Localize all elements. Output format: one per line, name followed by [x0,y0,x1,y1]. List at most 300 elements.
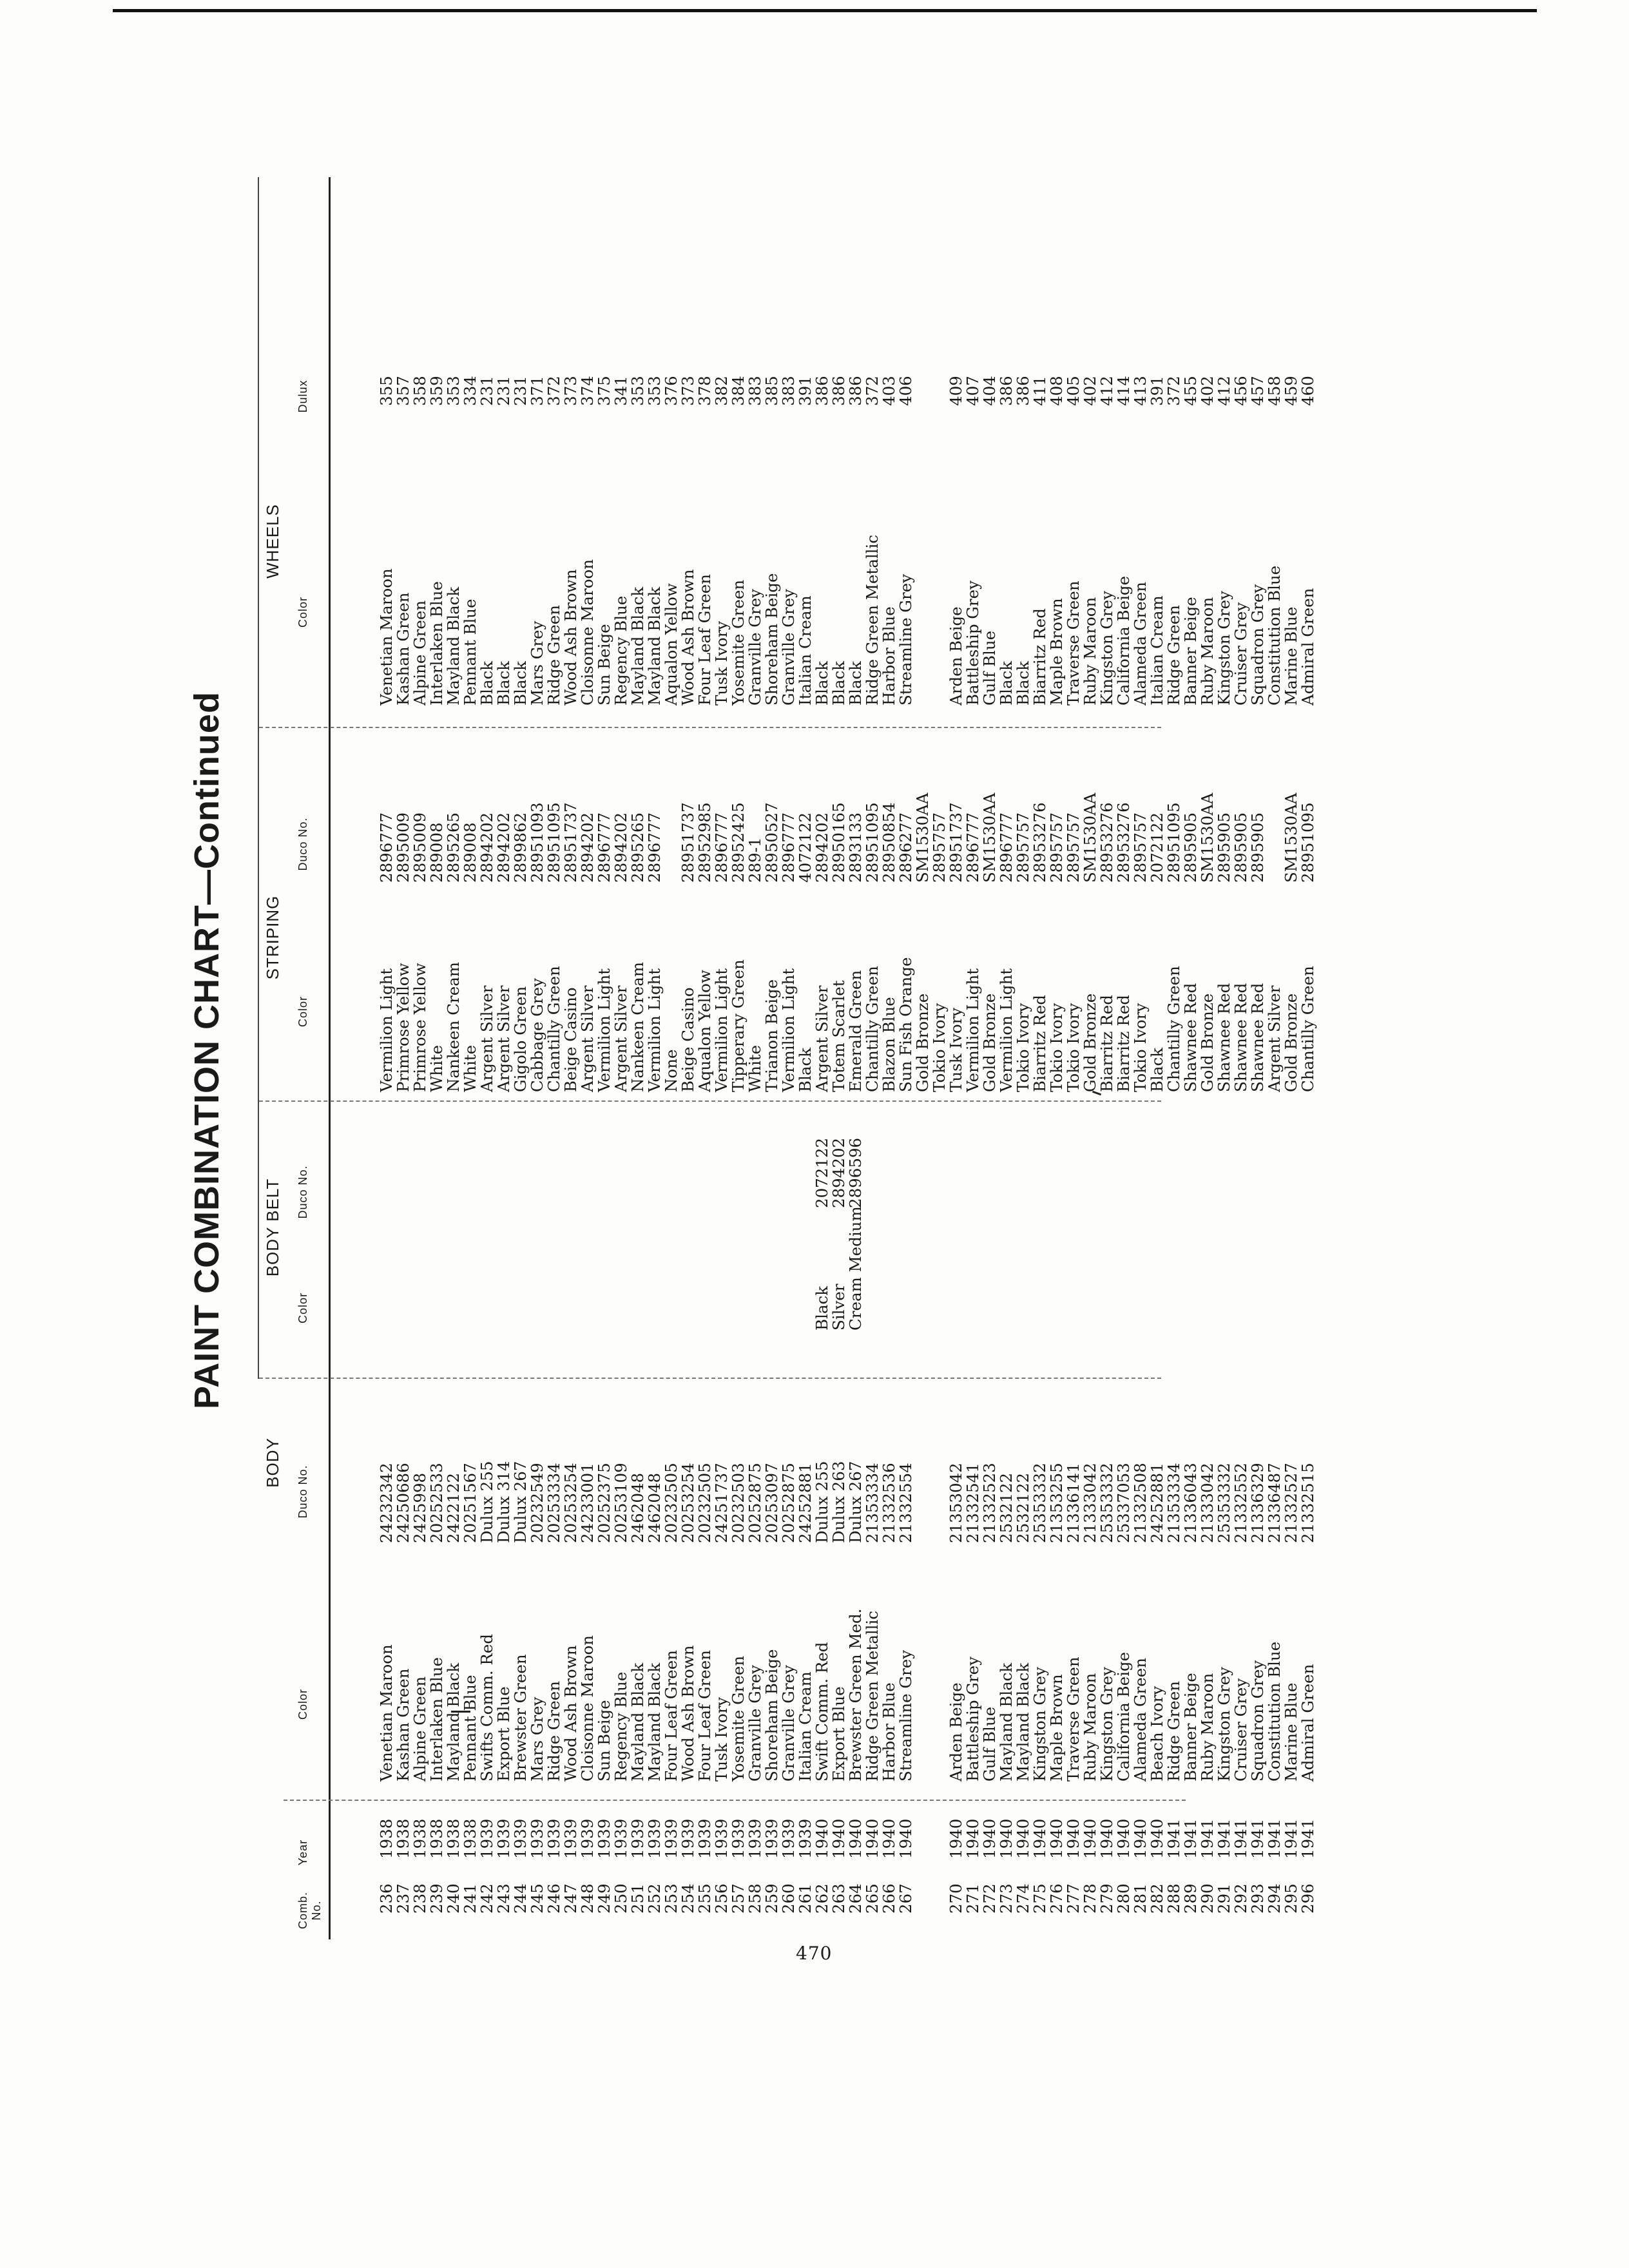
table-cell: 21353255 [1047,1463,1066,1543]
table-cell [496,1206,512,1331]
table-cell: Shawnee Red [1181,983,1200,1092]
table-cell: 2896777 [595,812,613,883]
table-cell: SM1530AA [1198,793,1217,883]
table-cell: 1940 [1030,1818,1049,1859]
table-cell: Alameda Green [1131,581,1150,706]
table-cell: 460 [1298,376,1317,406]
table-cell: 457 [1248,376,1267,406]
table-cell: 414 [1114,376,1133,406]
table-cell: Swift Comm. Red [813,1642,831,1782]
table-cell [429,1138,445,1208]
table-cell: Harbor Blue [880,606,898,706]
table-cell: Biarritz Red [1030,995,1049,1092]
table-cell: 2895009 [410,812,429,883]
column-divider [259,727,1161,728]
table-cell [579,1138,596,1208]
table-cell: Battleship Grey [963,1657,982,1782]
page-title: PAINT COMBINATION CHART—Continued [188,691,226,1409]
table-cell: 1940 [829,1818,848,1859]
table-cell: 276 [1047,1883,1066,1914]
table-cell [445,1138,462,1208]
top-edge-rule [113,9,1537,12]
table-cell: 241 [461,1883,479,1914]
year-column [345,1819,1350,1859]
table-cell: 20253334 [545,1463,563,1543]
table-cell: Interlaken Blue [427,581,446,706]
table-cell: 353 [444,376,463,406]
table-cell: 1941 [1181,1818,1200,1859]
table-cell: Gold Bronze [1282,993,1300,1092]
table-cell: 1941 [1248,1818,1267,1859]
table-cell: White [461,1044,479,1092]
table-cell: 274 [1014,1883,1032,1914]
table-cell: 391 [1148,376,1166,406]
table-cell: 21336043 [1181,1463,1200,1543]
table-cell [462,1138,479,1208]
table-cell: Admiral Green [1298,1664,1317,1782]
table-cell: 262 [813,1883,831,1914]
table-cell: 373 [561,376,580,406]
table-cell: 2894202 [477,812,496,883]
table-cell: Squadron Grey [1248,1660,1267,1782]
table-cell: 2895757 [1014,812,1032,883]
table-cell: 1940 [1081,1818,1099,1859]
column-divider [284,1800,1186,1801]
table-cell: 2896596 [846,1137,865,1208]
table-cell: 251 [628,1883,647,1914]
table-cell: California Beige [1114,575,1133,706]
table-cell: 24252881 [1148,1463,1166,1543]
table-cell: 2896777 [712,812,731,883]
paint-chart [187,161,1508,1939]
body-duco-column [345,1461,1350,1543]
table-cell: 1940 [963,1818,982,1859]
table-cell: 244 [511,1883,530,1914]
table-cell [546,1138,563,1208]
table-cell [613,1206,630,1331]
table-cell: Venetian Maroon [377,1644,396,1782]
table-cell: 28952425 [729,802,747,883]
table-cell [864,1206,881,1331]
table-cell: 1939 [628,1818,647,1859]
table-cell: 281 [1131,1883,1150,1914]
table-cell: 1941 [1265,1818,1284,1859]
table-cell: 24232342 [377,1463,396,1543]
table-cell: Granville Grey [779,589,798,706]
table-cell: Primrose Yellow [410,963,429,1092]
table-cell: 1940 [896,1818,915,1859]
table-cell: 386 [813,376,831,406]
table-cell: 406 [896,376,915,406]
table-cell: Black [511,660,530,706]
table-cell [780,1138,797,1208]
table-cell: 20253109 [612,1463,630,1543]
table-cell: Harbor Blue [880,1682,898,1782]
table-cell [412,1206,429,1331]
table-cell: 1939 [662,1818,680,1859]
table-cell: 2896777 [377,812,396,883]
table-cell: 270 [947,1883,965,1914]
table-cell: 282 [1148,1883,1166,1914]
table-cell: 1939 [494,1818,513,1859]
table-cell: Admiral Green [1298,588,1317,706]
table-cell: Yosemite Green [729,579,747,706]
stripe-color-header: Color [296,996,309,1028]
table-cell: Gold Bronze [1198,993,1217,1092]
table-cell: Ruby Maroon [1081,1673,1099,1782]
table-cell: 1940 [880,1818,898,1859]
wheel-color-header: Color [296,597,309,628]
table-cell: Four Leaf Green [662,1650,680,1782]
table-cell: 1940 [1064,1818,1083,1859]
table-cell [663,1138,680,1208]
table-cell: 1940 [980,1818,999,1859]
table-cell: 1938 [377,1818,396,1859]
table-cell: 2896277 [896,812,915,883]
table-cell: 28951737 [561,802,580,883]
table-cell: Gold Bronze [1081,993,1099,1092]
table-cell: 353 [645,376,664,406]
table-cell: 402 [1081,376,1099,406]
table-cell: Mayland Black [645,1662,664,1782]
table-cell: 21336487 [1265,1463,1284,1543]
table-cell: 20253254 [679,1463,697,1543]
table-cell: 1941 [1164,1818,1183,1859]
table-cell: 2899862 [511,812,530,883]
table-cell [680,1138,697,1208]
table-cell: Kingston Grey [1097,591,1116,706]
table-cell: 357 [394,376,412,406]
table-cell: Banner Beige [1181,597,1200,706]
table-cell: Four Leaf Green [695,1650,714,1782]
table-cell: 296 [1298,1883,1317,1914]
table-cell [630,1138,646,1208]
table-cell [512,1206,529,1331]
table-cell: Banner Beige [1181,1673,1200,1782]
table-cell: Black [997,660,1016,706]
table-cell: 28950854 [880,802,898,883]
table-cell: 24250686 [394,1463,412,1543]
table-cell: 28950165 [829,802,848,883]
table-cell: 2895009 [394,812,412,883]
wheels-group-header: WHEELS [263,504,282,579]
table-cell: Mayland Black [645,586,664,706]
table-cell: Arden Beige [947,1682,965,1782]
table-cell: Mayland Black [444,586,463,706]
striping-group-header: STRIPING [263,895,282,980]
page-number: 470 [796,1943,833,1964]
table-cell [563,1206,579,1331]
table-cell: 238 [410,1883,429,1914]
table-cell: 402 [1198,376,1217,406]
stripe-duco-header: Duco No. [296,817,309,871]
table-cell [630,1206,646,1331]
table-cell: Italian Cream [796,595,815,706]
table-cell: 1940 [997,1818,1016,1859]
table-cell: Vermilion Light [595,968,613,1092]
table-cell: Dulux 255 [813,1461,831,1543]
table-cell [546,1206,563,1331]
table-cell: 1939 [561,1818,580,1859]
table-cell: Mayland Black [628,586,647,706]
table-cell: 21332541 [963,1463,982,1543]
table-cell: 386 [829,376,848,406]
table-cell [697,1138,713,1208]
table-cell: Dulux 267 [511,1461,530,1543]
table-cell: 4072122 [796,812,815,883]
table-cell: 231 [494,376,513,406]
table-cell [747,1138,764,1208]
table-cell: 260 [779,1883,798,1914]
table-cell: Cream Medium [846,1206,865,1331]
table-cell: Cruiser Grey [1231,1678,1250,1782]
table-cell: 355 [377,376,396,406]
table-cell: 236 [377,1883,396,1914]
table-cell: 289008 [427,822,446,883]
table-cell: 250 [612,1883,630,1914]
wheel-color-column [345,535,1350,706]
table-cell: Gulf Blue [980,630,999,706]
table-cell: 24233001 [578,1463,597,1543]
table-cell: Italian Cream [1148,595,1166,706]
table-cell [898,1206,914,1331]
table-cell: 28951095 [1164,802,1183,883]
table-cell: Biarritz Red [1030,608,1049,706]
table-cell: 240 [444,1883,463,1914]
table-cell: 1941 [1215,1818,1233,1859]
table-cell: 253 [662,1883,680,1914]
table-cell: Tusk Ivory [712,620,731,706]
table-cell: 263 [829,1883,848,1914]
table-cell: Ridge Green Metallic [863,534,882,706]
table-cell: 1941 [1298,1818,1317,1859]
table-cell: Marine Blue [1282,606,1300,706]
table-cell: 24251737 [712,1463,731,1543]
table-cell: Shawnee Red [1215,983,1233,1092]
table-cell: 257 [729,1883,747,1914]
table-cell: Gold Bronze [913,993,932,1092]
table-cell: Ridge Green [1164,1681,1183,1782]
table-cell: 231 [477,376,496,406]
comb-no-header: Comb. No. [296,1892,323,1930]
table-cell: Shoreham Beige [762,1649,781,1782]
table-cell: Shawnee Red [1248,983,1267,1092]
table-cell: Chantilly Green [863,966,882,1092]
table-cell [646,1206,663,1331]
table-cell: 403 [880,376,898,406]
table-cell: Ridge Green Metallic [863,1610,882,1782]
table-cell: Brewster Green [511,1654,530,1782]
table-cell: Marine Blue [1282,1682,1300,1782]
table-cell: 2072122 [813,1137,831,1208]
table-cell [697,1206,713,1331]
table-cell: 293 [1248,1883,1267,1914]
table-cell: Trianon Beige [762,979,781,1092]
table-cell: 1938 [461,1818,479,1859]
table-cell: 386 [1014,376,1032,406]
table-cell: Streamline Grey [896,1649,915,1782]
year-header: Year [296,1839,309,1866]
table-cell: Regency Blue [612,1671,630,1782]
table-cell: 2895905 [1248,812,1267,883]
table-cell: 20253097 [762,1463,781,1543]
table-cell: Pennant Blue [461,599,479,706]
table-cell: 1941 [1198,1818,1217,1859]
table-cell: 375 [595,376,613,406]
table-cell [412,1138,429,1208]
table-cell: 1939 [695,1818,714,1859]
table-cell: 2896777 [645,812,664,883]
body-duco-header: Duco No. [296,1465,309,1519]
table-cell: 237 [394,1883,412,1914]
table-cell: 1940 [1014,1818,1032,1859]
table-cell [898,1138,914,1208]
table-cell: None [662,1049,680,1092]
table-cell: Brewster Green Med. [846,1608,865,1782]
table-cell: 21353042 [947,1463,965,1543]
table-cell: 231 [511,376,530,406]
table-cell [395,1206,412,1331]
table-cell: Cabbage Grey [528,978,546,1092]
table-cell: Alameda Green [1131,1657,1150,1782]
table-cell [797,1206,814,1331]
table-cell: Granville Grey [746,589,764,706]
table-cell: Wood Ash Brown [561,1645,580,1782]
table-cell: Venetian Maroon [377,568,396,706]
table-cell: 28953276 [1114,802,1133,883]
table-cell: Traverse Green [1064,581,1083,706]
table-cell: 2894202 [829,1137,848,1208]
table-cell: 288 [1164,1883,1183,1914]
table-cell: 1939 [595,1818,613,1859]
table-cell: 291 [1215,1883,1233,1914]
table-cell: Tokio Ivory [1047,1003,1066,1092]
table-cell: Kingston Grey [1097,1667,1116,1782]
table-cell: 2895757 [1131,812,1150,883]
table-cell: Black [846,660,865,706]
stripe-duco-column [345,793,1350,883]
table-cell: Gulf Blue [980,1706,999,1782]
table-cell: Ridge Green [545,605,563,706]
table-cell: Chantilly Green [1164,966,1183,1092]
table-cell: 1940 [947,1818,965,1859]
table-cell: 289 [1181,1883,1200,1914]
table-cell: Kingston Grey [1215,591,1233,706]
table-cell: 249 [595,1883,613,1914]
table-cell: 408 [1047,376,1066,406]
table-cell: 20252875 [746,1463,764,1543]
table-cell: 2894202 [494,812,513,883]
table-cell [881,1138,898,1208]
table-cell: 1940 [1047,1818,1066,1859]
table-cell: Regency Blue [612,595,630,706]
table-cell: 1939 [762,1818,781,1859]
table-cell [747,1206,764,1331]
table-cell: 2896777 [997,812,1016,883]
table-cell: 1940 [863,1818,882,1859]
table-cell: Tokio Ivory [1014,1003,1032,1092]
table-cell: 372 [1164,376,1183,406]
table-cell: 271 [963,1883,982,1914]
table-cell: 2895757 [1064,812,1083,883]
table-cell: Beige Casino [561,987,580,1092]
table-cell: Gigolo Green [511,986,530,1092]
table-cell: 1939 [511,1818,530,1859]
table-cell: 1940 [1148,1818,1166,1859]
table-cell: 21332554 [896,1463,915,1543]
table-cell: 386 [846,376,865,406]
body-belt-group-header: BODY BELT [263,1178,282,1277]
table-cell [429,1206,445,1331]
belt-duco-header: Duco No. [296,1165,309,1219]
table-cell: Emerald Green [846,970,865,1092]
body-color-column [345,1608,1350,1782]
header-rule [329,177,331,1939]
top-table-rule [258,177,259,1379]
table-cell: 20252533 [427,1463,446,1543]
table-cell: 455 [1181,376,1200,406]
table-cell [646,1138,663,1208]
dulux-column [345,376,1350,406]
table-cell: Tusk Ivory [712,1696,731,1782]
table-cell: 21332515 [1298,1463,1317,1543]
table-cell: 28951093 [528,802,546,883]
table-cell: Interlaken Blue [427,1657,446,1782]
table-cell: 358 [410,376,429,406]
table-cell: 2896777 [779,812,798,883]
table-cell: 384 [729,376,747,406]
table-cell: Vermilion Light [377,968,396,1092]
table-cell: 1939 [578,1818,597,1859]
table-cell [730,1138,747,1208]
table-cell: 20232549 [528,1463,546,1543]
table-cell [378,1206,395,1331]
table-cell: 407 [963,376,982,406]
table-cell: 371 [528,376,546,406]
table-cell: 413 [1131,376,1150,406]
table-cell: Ridge Green [545,1681,563,1782]
table-cell: Battleship Grey [963,581,982,706]
table-cell: 1940 [1114,1818,1133,1859]
table-cell: 278 [1081,1883,1099,1914]
table-cell: Black [1148,1047,1166,1092]
table-cell: 242 [477,1883,496,1914]
table-cell: 2894202 [612,812,630,883]
table-cell: 25353332 [1215,1463,1233,1543]
table-cell [579,1206,596,1331]
table-cell: 334 [461,376,479,406]
table-cell: Ruby Maroon [1198,1673,1217,1782]
table-cell: Argent Silver [494,985,513,1092]
table-cell: Alpine Green [410,600,429,706]
table-cell: Argent Silver [578,985,597,1092]
table-cell: 341 [612,376,630,406]
table-cell: Kingston Grey [1030,1667,1049,1782]
table-cell: 21332552 [1231,1463,1250,1543]
table-cell: 2895265 [628,812,647,883]
table-cell: Four Leaf Green [695,574,714,706]
table-cell: 378 [695,376,714,406]
table-cell: Black [1014,660,1032,706]
table-cell: 28953276 [1097,802,1116,883]
table-cell [730,1206,747,1331]
table-cell: 385 [762,376,781,406]
table-cell: 295 [1282,1883,1300,1914]
table-cell: Vermilion Light [779,968,798,1092]
table-cell: 456 [1231,376,1250,406]
table-cell: 411 [1030,376,1049,406]
table-cell: 2896777 [963,812,982,883]
